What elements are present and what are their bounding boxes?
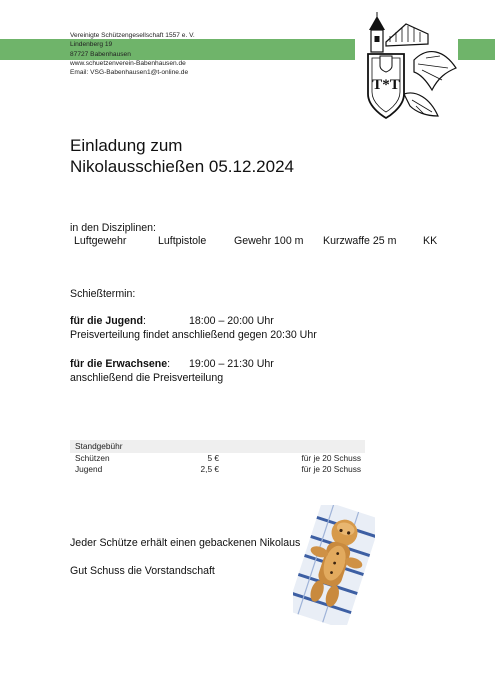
header-bar-right xyxy=(458,39,495,60)
title-line-1: Einladung zum xyxy=(70,136,183,155)
signoff: Gut Schuss die Vorstandschaft xyxy=(70,565,215,577)
fee-table-header: Standgebühr xyxy=(70,440,365,453)
letterhead xyxy=(70,31,195,77)
fee-name: Jugend xyxy=(75,464,103,474)
nikolaus-pastry-photo xyxy=(293,505,375,625)
club-website: www.schuetzenverein-Babenhausen.de xyxy=(70,59,186,67)
club-city: 87727 Babenhausen xyxy=(70,50,131,58)
club-street: Lindenberg 19 xyxy=(70,41,113,49)
schedule-heading: Schießtermin: xyxy=(70,288,136,300)
table-row xyxy=(70,453,365,464)
adults-time: 19:00 – 21:30 Uhr xyxy=(189,358,274,370)
youth-label: für die Jugend xyxy=(70,315,143,327)
club-email: Email: VSG-Babenhausen1@t-online.de xyxy=(70,69,189,77)
table-row xyxy=(70,464,365,475)
logo-letters: T*T xyxy=(372,77,400,93)
disciplines-intro: in den Disziplinen: xyxy=(70,222,156,234)
fee-per: für je 20 Schuss xyxy=(301,464,361,474)
page-title xyxy=(70,135,294,177)
fee-name: Schützen xyxy=(75,453,110,463)
youth-time: 18:00 – 20:00 Uhr xyxy=(189,315,274,327)
discipline-kk: KK xyxy=(423,235,438,247)
adults-label-line xyxy=(70,357,170,371)
discipline-luftgewehr: Luftgewehr xyxy=(74,235,127,247)
fee-price: 5 € xyxy=(207,453,219,463)
fee-per: für je 20 Schuss xyxy=(301,453,361,463)
discipline-luftpistole: Luftpistole xyxy=(158,235,207,247)
adults-colon: : xyxy=(167,358,171,370)
youth-colon: : xyxy=(142,315,146,327)
club-logo xyxy=(356,12,459,127)
youth-label-line xyxy=(70,314,146,328)
fee-price: 2,5 € xyxy=(200,464,219,474)
club-name: Vereinigte Schützengesellschaft 1557 e. V. xyxy=(70,32,195,39)
fee-table xyxy=(70,440,365,475)
title-line-2: Nikolausschießen 05.12.2024 xyxy=(70,157,294,176)
disciplines-list xyxy=(74,235,454,249)
youth-note: Preisverteilung findet anschließend gegen 20:30 Uhr xyxy=(70,329,317,341)
gift-note: Jeder Schütze erhält einen gebackenen Nikolaus xyxy=(70,537,301,549)
adults-label: für die Erwachsene xyxy=(70,358,168,370)
discipline-kurzwaffe: Kurzwaffe 25 m xyxy=(323,235,397,247)
adults-note: anschließend die Preisverteilung xyxy=(70,372,224,384)
discipline-gewehr: Gewehr 100 m xyxy=(234,235,304,247)
